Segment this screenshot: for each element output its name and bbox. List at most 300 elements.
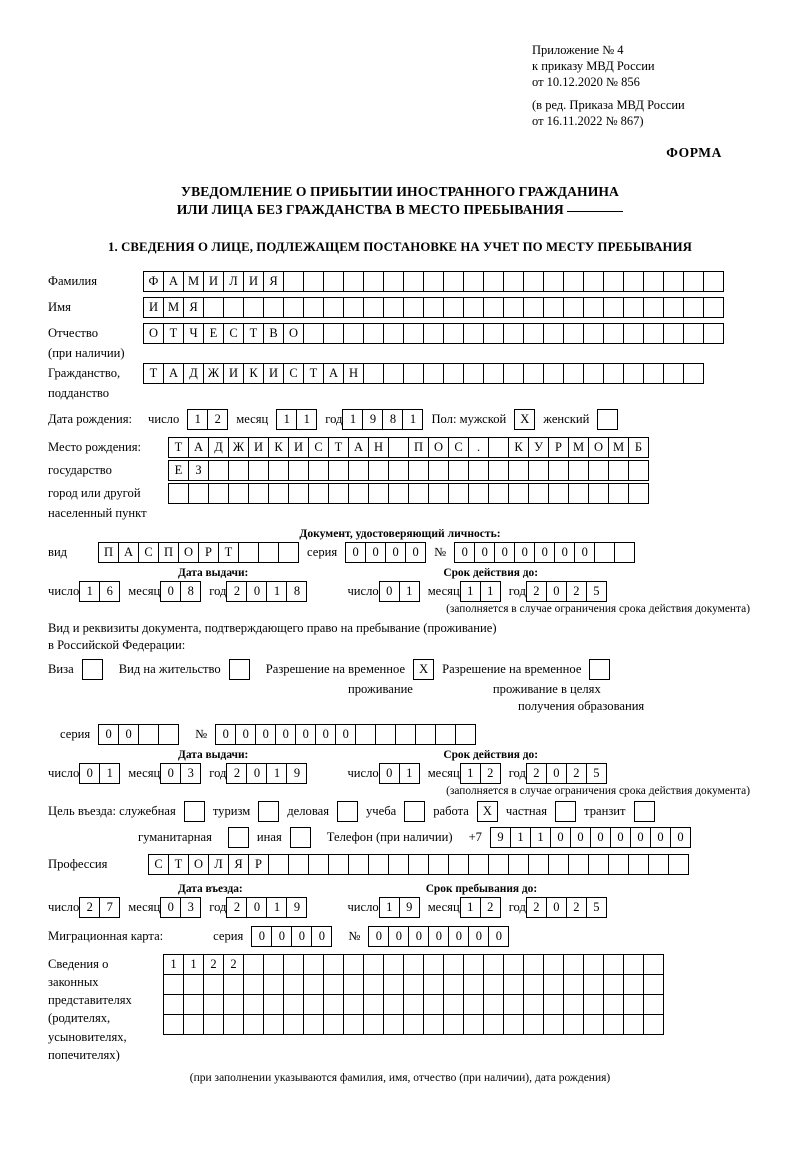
cell[interactable]: 0 xyxy=(494,542,515,563)
cell[interactable] xyxy=(448,460,469,481)
cell[interactable]: 8 xyxy=(382,409,403,430)
cell[interactable] xyxy=(363,994,384,1015)
cell[interactable] xyxy=(323,1014,344,1035)
birthplace-state-cells[interactable] xyxy=(168,437,649,458)
cell[interactable]: 1 xyxy=(460,763,481,784)
birth-month-cells[interactable] xyxy=(276,409,317,430)
cell[interactable]: 3 xyxy=(180,763,201,784)
legal-reps-row-2[interactable] xyxy=(163,974,664,995)
cell[interactable] xyxy=(623,297,644,318)
cell[interactable]: 0 xyxy=(271,926,292,947)
cell[interactable] xyxy=(523,1014,544,1035)
cell[interactable] xyxy=(223,974,244,995)
cell[interactable] xyxy=(423,271,444,292)
cell[interactable]: Т xyxy=(218,542,239,563)
cell[interactable]: А xyxy=(323,363,344,384)
cell[interactable] xyxy=(308,483,329,504)
cell[interactable] xyxy=(703,297,724,318)
cell[interactable]: 0 xyxy=(251,926,272,947)
birth-year-cells[interactable] xyxy=(342,409,423,430)
cell[interactable] xyxy=(563,1014,584,1035)
cell[interactable]: 9 xyxy=(399,897,420,918)
cell[interactable]: 0 xyxy=(546,897,567,918)
cell[interactable] xyxy=(543,271,564,292)
cell[interactable]: 1 xyxy=(79,581,100,602)
cell[interactable] xyxy=(183,1014,204,1035)
cell[interactable] xyxy=(523,271,544,292)
cell[interactable] xyxy=(663,271,684,292)
cell[interactable]: 0 xyxy=(546,581,567,602)
staydoc-valid-day-cells[interactable] xyxy=(379,763,420,784)
cell[interactable] xyxy=(548,483,569,504)
cell[interactable]: 9 xyxy=(286,897,307,918)
cell[interactable] xyxy=(623,323,644,344)
cell[interactable] xyxy=(468,460,489,481)
purpose-work-checkbox[interactable]: Х xyxy=(477,801,498,822)
cell[interactable] xyxy=(268,483,289,504)
cell[interactable] xyxy=(623,271,644,292)
cell[interactable] xyxy=(223,297,244,318)
cell[interactable] xyxy=(583,363,604,384)
cell[interactable]: Л xyxy=(223,271,244,292)
cell[interactable] xyxy=(503,363,524,384)
cell[interactable] xyxy=(648,854,669,875)
cell[interactable]: Т xyxy=(303,363,324,384)
cell[interactable] xyxy=(388,483,409,504)
cell[interactable]: О xyxy=(588,437,609,458)
cell[interactable] xyxy=(328,460,349,481)
cell[interactable]: 2 xyxy=(203,954,224,975)
cell[interactable] xyxy=(403,363,424,384)
cell[interactable] xyxy=(614,542,635,563)
cell[interactable] xyxy=(543,297,564,318)
cell[interactable]: 0 xyxy=(570,827,591,848)
cell[interactable]: 9 xyxy=(362,409,383,430)
cell[interactable] xyxy=(503,297,524,318)
stay-year-cells[interactable] xyxy=(526,897,607,918)
cell[interactable]: К xyxy=(268,437,289,458)
cell[interactable]: Д xyxy=(208,437,229,458)
cell[interactable] xyxy=(643,323,664,344)
cell[interactable] xyxy=(683,323,704,344)
cell[interactable] xyxy=(428,483,449,504)
cell[interactable]: 1 xyxy=(399,763,420,784)
cell[interactable] xyxy=(583,974,604,995)
cell[interactable] xyxy=(548,460,569,481)
cell[interactable] xyxy=(503,271,524,292)
cell[interactable] xyxy=(343,994,364,1015)
cell[interactable]: 1 xyxy=(460,897,481,918)
cell[interactable] xyxy=(323,954,344,975)
cell[interactable] xyxy=(448,483,469,504)
cell[interactable] xyxy=(523,994,544,1015)
cell[interactable] xyxy=(543,1014,564,1035)
cell[interactable]: О xyxy=(428,437,449,458)
cell[interactable]: 0 xyxy=(345,542,366,563)
staydoc-issue-year-cells[interactable] xyxy=(226,763,307,784)
cell[interactable]: 0 xyxy=(405,542,426,563)
cell[interactable]: С xyxy=(148,854,169,875)
cell[interactable]: С xyxy=(283,363,304,384)
cell[interactable] xyxy=(628,483,649,504)
cell[interactable]: Е xyxy=(203,323,224,344)
cell[interactable] xyxy=(488,437,509,458)
cell[interactable] xyxy=(463,323,484,344)
cell[interactable] xyxy=(503,974,524,995)
cell[interactable]: О xyxy=(178,542,199,563)
cell[interactable]: 0 xyxy=(275,724,296,745)
cell[interactable] xyxy=(303,297,324,318)
cell[interactable]: 0 xyxy=(550,827,571,848)
cell[interactable] xyxy=(423,994,444,1015)
cell[interactable] xyxy=(163,994,184,1015)
cell[interactable] xyxy=(503,323,524,344)
cell[interactable] xyxy=(628,460,649,481)
cell[interactable]: 0 xyxy=(295,724,316,745)
cell[interactable] xyxy=(283,974,304,995)
migration-number-cells[interactable] xyxy=(368,926,509,947)
cell[interactable] xyxy=(268,460,289,481)
cell[interactable]: С xyxy=(308,437,329,458)
cell[interactable] xyxy=(323,994,344,1015)
cell[interactable] xyxy=(243,974,264,995)
cell[interactable] xyxy=(483,271,504,292)
cell[interactable] xyxy=(543,363,564,384)
cell[interactable] xyxy=(288,460,309,481)
cell[interactable] xyxy=(543,974,564,995)
cell[interactable] xyxy=(583,1014,604,1035)
cell[interactable] xyxy=(443,323,464,344)
entry-day-cells[interactable] xyxy=(79,897,120,918)
cell[interactable] xyxy=(363,954,384,975)
cell[interactable]: 1 xyxy=(460,581,481,602)
cell[interactable] xyxy=(283,297,304,318)
cell[interactable] xyxy=(543,323,564,344)
cell[interactable]: 2 xyxy=(207,409,228,430)
cell[interactable]: 0 xyxy=(246,763,267,784)
cell[interactable]: О xyxy=(143,323,164,344)
cell[interactable] xyxy=(608,854,629,875)
cell[interactable] xyxy=(383,974,404,995)
cell[interactable] xyxy=(583,271,604,292)
cell[interactable]: А xyxy=(348,437,369,458)
stay-month-cells[interactable] xyxy=(460,897,501,918)
cell[interactable]: О xyxy=(283,323,304,344)
cell[interactable]: Я xyxy=(263,271,284,292)
cell[interactable] xyxy=(668,854,689,875)
cell[interactable] xyxy=(375,724,396,745)
cell[interactable]: 0 xyxy=(670,827,691,848)
cell[interactable]: 0 xyxy=(514,542,535,563)
cell[interactable]: 0 xyxy=(454,542,475,563)
cell[interactable]: 1 xyxy=(266,897,287,918)
purpose-transit-checkbox[interactable] xyxy=(634,801,655,822)
cell[interactable] xyxy=(323,271,344,292)
cell[interactable]: И xyxy=(223,363,244,384)
cell[interactable] xyxy=(248,460,269,481)
staydoc-series-cells[interactable] xyxy=(98,724,179,745)
cell[interactable]: К xyxy=(508,437,529,458)
purpose-service-checkbox[interactable] xyxy=(184,801,205,822)
cell[interactable]: 1 xyxy=(530,827,551,848)
cell[interactable]: 1 xyxy=(379,897,400,918)
cell[interactable]: И xyxy=(243,271,264,292)
cell[interactable] xyxy=(263,954,284,975)
cell[interactable]: 0 xyxy=(379,763,400,784)
cell[interactable] xyxy=(423,974,444,995)
cell[interactable] xyxy=(403,1014,424,1035)
cell[interactable]: 2 xyxy=(223,954,244,975)
cell[interactable] xyxy=(403,271,424,292)
cell[interactable] xyxy=(603,994,624,1015)
cell[interactable] xyxy=(363,1014,384,1035)
cell[interactable]: 0 xyxy=(408,926,429,947)
cell[interactable]: 2 xyxy=(566,581,587,602)
cell[interactable] xyxy=(423,954,444,975)
cell[interactable] xyxy=(283,994,304,1015)
cell[interactable] xyxy=(623,1014,644,1035)
cell[interactable] xyxy=(388,460,409,481)
cell[interactable] xyxy=(403,297,424,318)
cell[interactable]: 1 xyxy=(266,763,287,784)
cell[interactable] xyxy=(508,854,529,875)
cell[interactable]: 2 xyxy=(566,897,587,918)
cell[interactable]: 0 xyxy=(315,724,336,745)
cell[interactable]: М xyxy=(183,271,204,292)
purpose-private-checkbox[interactable] xyxy=(555,801,576,822)
cell[interactable]: З xyxy=(188,460,209,481)
cell[interactable] xyxy=(323,297,344,318)
cell[interactable] xyxy=(403,974,424,995)
cell[interactable]: 7 xyxy=(99,897,120,918)
cell[interactable] xyxy=(243,954,264,975)
cell[interactable] xyxy=(623,954,644,975)
identity-series-cells[interactable] xyxy=(345,542,426,563)
cell[interactable]: 1 xyxy=(163,954,184,975)
cell[interactable]: 1 xyxy=(342,409,363,430)
cell[interactable] xyxy=(183,974,204,995)
cell[interactable] xyxy=(583,994,604,1015)
cell[interactable]: И xyxy=(288,437,309,458)
cell[interactable] xyxy=(383,954,404,975)
cell[interactable] xyxy=(343,974,364,995)
cell[interactable]: Е xyxy=(168,460,189,481)
cell[interactable] xyxy=(383,1014,404,1035)
cell[interactable]: С xyxy=(138,542,159,563)
cell[interactable] xyxy=(408,460,429,481)
cell[interactable] xyxy=(468,854,489,875)
cell[interactable]: 0 xyxy=(365,542,386,563)
cell[interactable] xyxy=(383,297,404,318)
residence-checkbox[interactable] xyxy=(229,659,250,680)
cell[interactable]: П xyxy=(408,437,429,458)
cell[interactable] xyxy=(523,297,544,318)
cell[interactable] xyxy=(383,323,404,344)
cell[interactable]: 3 xyxy=(180,897,201,918)
cell[interactable] xyxy=(483,323,504,344)
identity-issue-month-cells[interactable] xyxy=(160,581,201,602)
cell[interactable] xyxy=(608,483,629,504)
cell[interactable]: 2 xyxy=(226,897,247,918)
cell[interactable] xyxy=(348,460,369,481)
cell[interactable]: А xyxy=(163,363,184,384)
cell[interactable] xyxy=(623,363,644,384)
phone-cells[interactable] xyxy=(490,827,691,848)
cell[interactable]: 0 xyxy=(311,926,332,947)
cell[interactable] xyxy=(435,724,456,745)
cell[interactable] xyxy=(568,483,589,504)
cell[interactable] xyxy=(588,483,609,504)
cell[interactable] xyxy=(268,854,289,875)
cell[interactable]: 8 xyxy=(286,581,307,602)
cell[interactable] xyxy=(483,994,504,1015)
cell[interactable]: 0 xyxy=(488,926,509,947)
cell[interactable] xyxy=(683,363,704,384)
cell[interactable] xyxy=(343,323,364,344)
purpose-humanitarian-checkbox[interactable] xyxy=(228,827,249,848)
cell[interactable]: В xyxy=(263,323,284,344)
cell[interactable] xyxy=(563,323,584,344)
cell[interactable] xyxy=(463,363,484,384)
cell[interactable] xyxy=(563,363,584,384)
birth-day-cells[interactable] xyxy=(187,409,228,430)
cell[interactable] xyxy=(283,271,304,292)
cell[interactable]: 0 xyxy=(630,827,651,848)
cell[interactable] xyxy=(563,994,584,1015)
cell[interactable] xyxy=(203,1014,224,1035)
cell[interactable] xyxy=(523,363,544,384)
cell[interactable]: 1 xyxy=(296,409,317,430)
cell[interactable] xyxy=(488,483,509,504)
cell[interactable] xyxy=(163,1014,184,1035)
cell[interactable] xyxy=(303,974,324,995)
profession-cells[interactable] xyxy=(148,854,689,875)
cell[interactable]: М xyxy=(608,437,629,458)
cell[interactable] xyxy=(303,994,324,1015)
cell[interactable] xyxy=(643,297,664,318)
migration-series-cells[interactable] xyxy=(251,926,332,947)
cell[interactable] xyxy=(395,724,416,745)
cell[interactable]: Я xyxy=(183,297,204,318)
cell[interactable] xyxy=(643,994,664,1015)
cell[interactable]: Р xyxy=(548,437,569,458)
cell[interactable] xyxy=(568,854,589,875)
cell[interactable] xyxy=(563,271,584,292)
cell[interactable]: Н xyxy=(343,363,364,384)
cell[interactable] xyxy=(463,297,484,318)
cell[interactable] xyxy=(443,1014,464,1035)
cell[interactable] xyxy=(523,323,544,344)
cell[interactable]: 0 xyxy=(160,581,181,602)
staydoc-issue-month-cells[interactable] xyxy=(160,763,201,784)
cell[interactable] xyxy=(543,954,564,975)
cell[interactable] xyxy=(463,974,484,995)
cell[interactable] xyxy=(278,542,299,563)
cell[interactable]: К xyxy=(243,363,264,384)
cell[interactable] xyxy=(163,974,184,995)
purpose-study-checkbox[interactable] xyxy=(404,801,425,822)
cell[interactable]: 0 xyxy=(474,542,495,563)
cell[interactable]: Ф xyxy=(143,271,164,292)
cell[interactable]: 0 xyxy=(379,581,400,602)
cell[interactable] xyxy=(228,483,249,504)
cell[interactable] xyxy=(363,363,384,384)
cell[interactable] xyxy=(523,954,544,975)
cell[interactable]: 1 xyxy=(183,954,204,975)
cell[interactable] xyxy=(308,854,329,875)
cell[interactable]: Ж xyxy=(228,437,249,458)
cell[interactable]: 0 xyxy=(385,542,406,563)
identity-valid-day-cells[interactable] xyxy=(379,581,420,602)
cell[interactable]: 2 xyxy=(526,897,547,918)
cell[interactable]: 2 xyxy=(526,763,547,784)
cell[interactable]: Т xyxy=(168,437,189,458)
cell[interactable] xyxy=(643,271,664,292)
cell[interactable] xyxy=(263,1014,284,1035)
cell[interactable]: 0 xyxy=(79,763,100,784)
cell[interactable]: Ж xyxy=(203,363,224,384)
cell[interactable] xyxy=(623,974,644,995)
cell[interactable] xyxy=(583,954,604,975)
cell[interactable]: 0 xyxy=(388,926,409,947)
identity-type-cells[interactable] xyxy=(98,542,299,563)
cell[interactable] xyxy=(503,994,524,1015)
cell[interactable] xyxy=(203,994,224,1015)
cell[interactable] xyxy=(308,460,329,481)
cell[interactable]: 0 xyxy=(246,897,267,918)
cell[interactable]: 0 xyxy=(291,926,312,947)
legal-reps-row-1[interactable] xyxy=(163,954,664,975)
cell[interactable]: 0 xyxy=(246,581,267,602)
cell[interactable] xyxy=(203,974,224,995)
cell[interactable]: П xyxy=(158,542,179,563)
cell[interactable]: 0 xyxy=(335,724,356,745)
cell[interactable]: 0 xyxy=(468,926,489,947)
cell[interactable] xyxy=(383,363,404,384)
cell[interactable] xyxy=(343,954,364,975)
cell[interactable] xyxy=(455,724,476,745)
cell[interactable]: 2 xyxy=(79,897,100,918)
cell[interactable]: 0 xyxy=(574,542,595,563)
cell[interactable] xyxy=(483,1014,504,1035)
purpose-other-checkbox[interactable] xyxy=(290,827,311,848)
cell[interactable] xyxy=(663,323,684,344)
cell[interactable] xyxy=(503,954,524,975)
cell[interactable]: А xyxy=(163,271,184,292)
cell[interactable]: 8 xyxy=(180,581,201,602)
cell[interactable]: С xyxy=(223,323,244,344)
cell[interactable]: 0 xyxy=(534,542,555,563)
cell[interactable] xyxy=(563,297,584,318)
cell[interactable] xyxy=(363,271,384,292)
cell[interactable] xyxy=(383,994,404,1015)
cell[interactable]: 0 xyxy=(546,763,567,784)
cell[interactable] xyxy=(463,954,484,975)
cell[interactable] xyxy=(288,483,309,504)
cell[interactable] xyxy=(403,954,424,975)
cell[interactable]: П xyxy=(98,542,119,563)
cell[interactable] xyxy=(368,854,389,875)
cell[interactable]: 0 xyxy=(554,542,575,563)
cell[interactable] xyxy=(603,271,624,292)
staydoc-valid-month-cells[interactable] xyxy=(460,763,501,784)
cell[interactable] xyxy=(243,1014,264,1035)
cell[interactable]: 6 xyxy=(99,581,120,602)
cell[interactable]: С xyxy=(448,437,469,458)
cell[interactable] xyxy=(263,994,284,1015)
cell[interactable]: Р xyxy=(198,542,219,563)
cell[interactable] xyxy=(258,542,279,563)
